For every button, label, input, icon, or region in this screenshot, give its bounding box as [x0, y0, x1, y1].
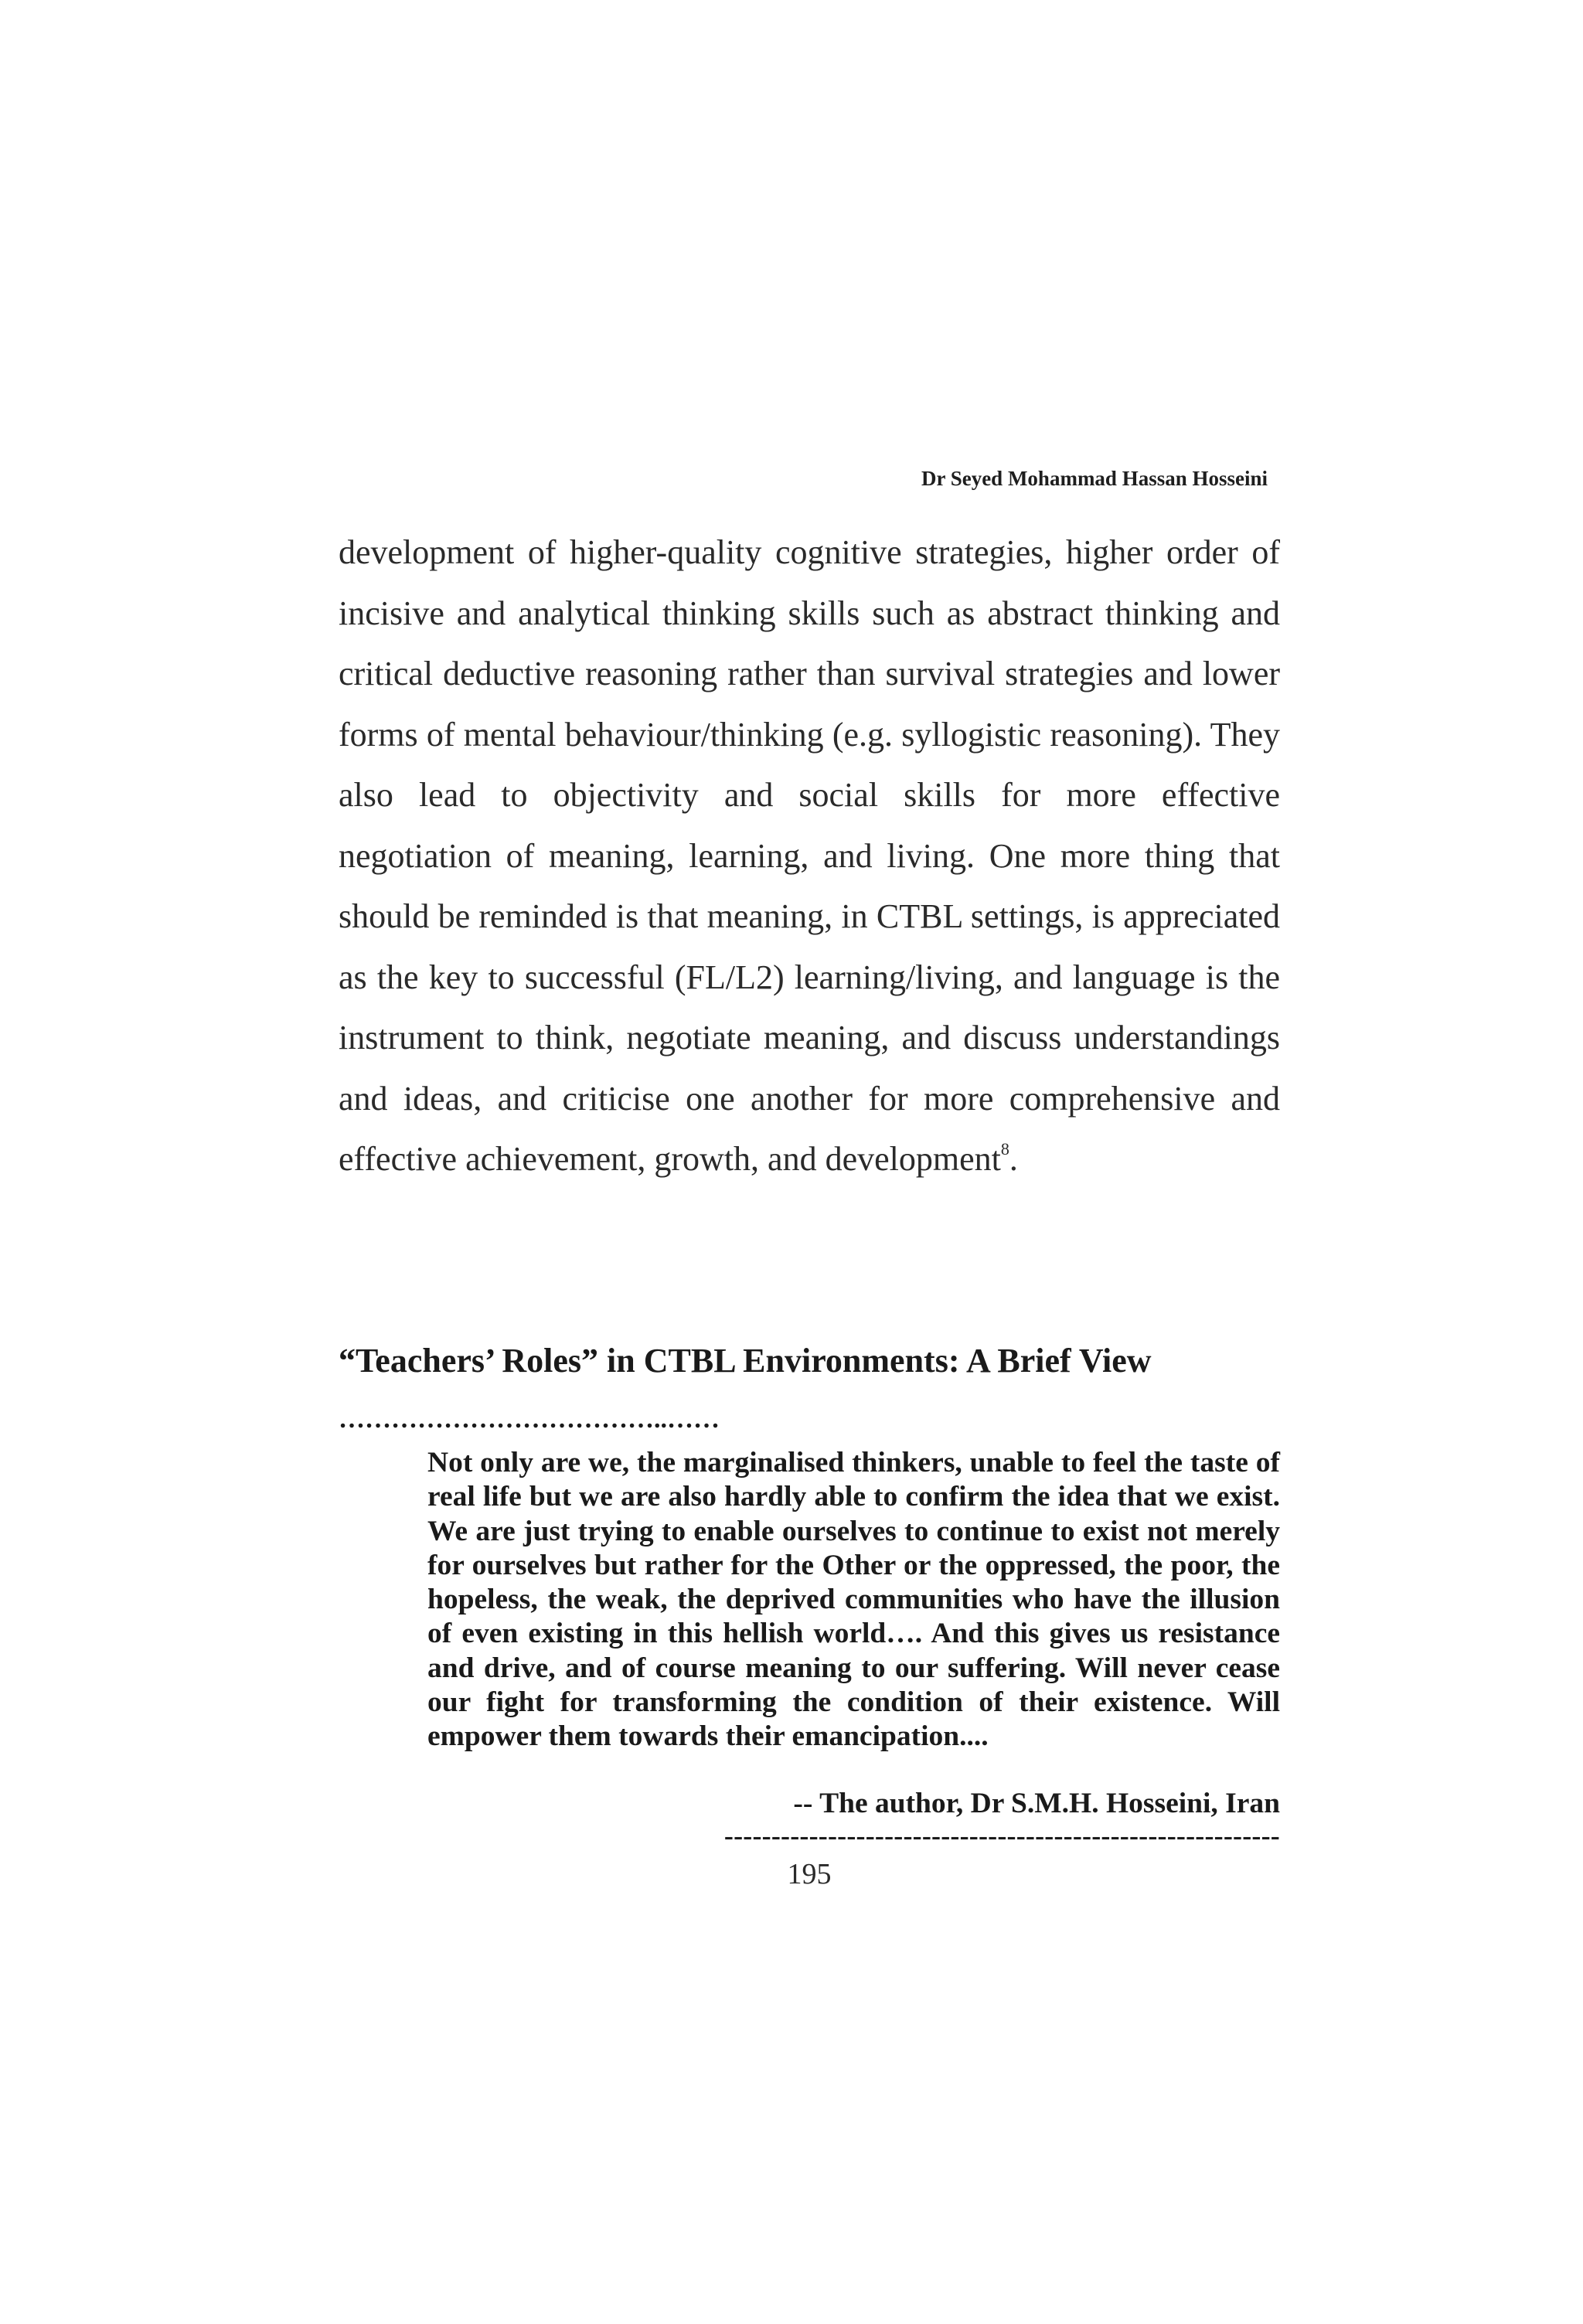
body-paragraph-end: .: [1009, 1140, 1018, 1178]
section-heading: “Teachers’ Roles” in CTBL Environments: A Brief View: [339, 1342, 1152, 1380]
footnote-marker[interactable]: 8: [1000, 1139, 1009, 1159]
epigraph-dash-rule: -----------------------------------------------------------: [723, 1820, 1280, 1851]
epigraph-quote: Not only are we, the marginalised thinkers, unable to feel the taste of real life but we are also hardly able to confirm the idea that we exist. We are just trying to enable ourselves to continue to exist not merely for ourselves but rather for the Other or the oppressed, the poor, the hopeless, the weak, the deprived communities who have the illusion of even existing in this hellish world…. And this gives us resistance and drive, and of course meaning to our suffering. Will never cease our fight for transforming the condition of their existence. Will empower them towards their emancipation....: [427, 1447, 1280, 1753]
page-number: 195: [787, 1858, 832, 1890]
section-dots: ………………………………..……: [339, 1405, 720, 1434]
running-head: Dr Seyed Mohammad Hassan Hosseini: [921, 467, 1268, 490]
body-paragraph: [339, 522, 1280, 1190]
epigraph-attribution: -- The author, Dr S.M.H. Hosseini, Iran: [793, 1788, 1280, 1819]
body-paragraph-text: development of higher-quality cognitive strategies, higher order of incisive and analytical thinking skills such as abstract thinking and critical deductive reasoning rather than survival strategies and lower forms of mental behaviour/thinking (e.g. syllogistic reasoning). They also lead to objectivity and social skills for more effective negotiation of meaning, learning, and living. One more thing that should be reminded is that meaning, in CTBL settings, is appreciated as the key to successful (FL/L2) learning/living, and language is the instrument to think, negotiate meaning, and discuss understandings and ideas, and criticise one another for more comprehensive and effective achievement, growth, and development: [339, 533, 1280, 1178]
